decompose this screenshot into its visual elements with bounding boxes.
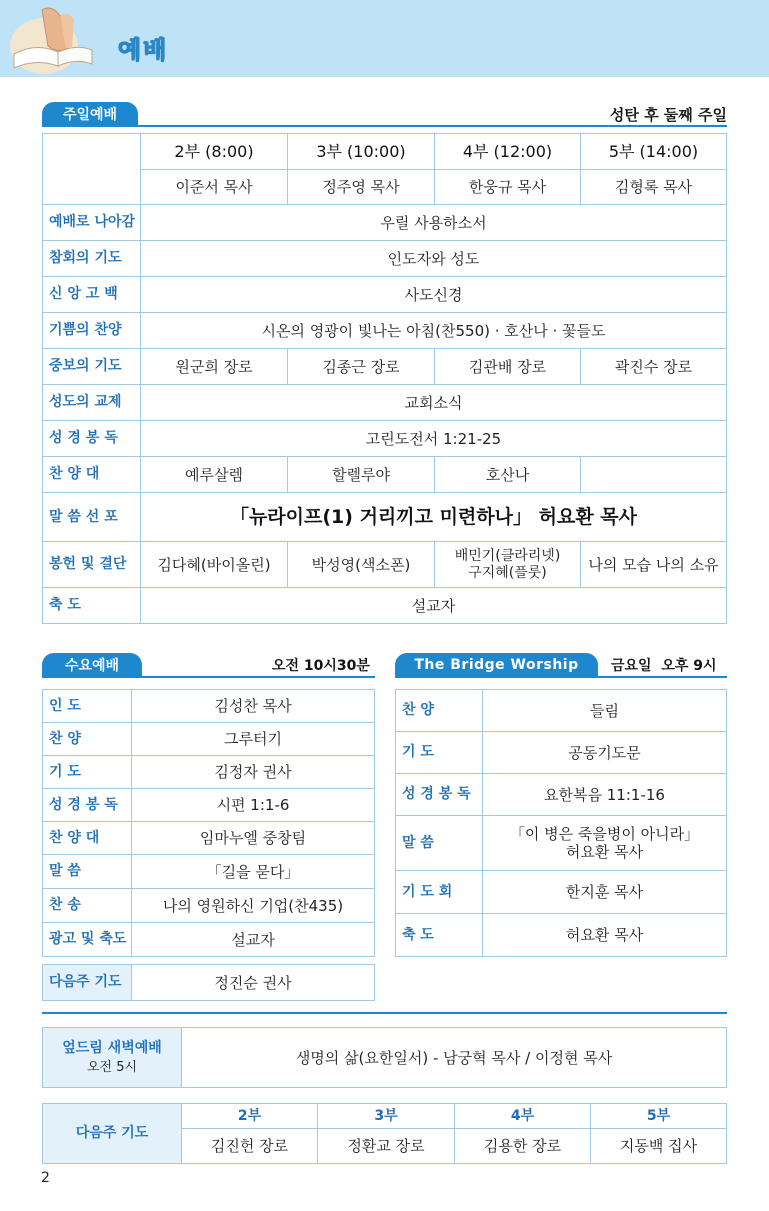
- wed-next-prayer-label: 다음주 기도: [43, 965, 132, 1001]
- bridge-label-3: 말 씀: [396, 816, 483, 871]
- offering-3: 박성영(색소폰): [288, 542, 435, 588]
- bridge-label-1: 기 도: [396, 732, 483, 774]
- wed-label-5: 말 씀: [43, 855, 132, 889]
- wednesday-next-prayer: [42, 964, 375, 1001]
- bridge-label-0: 찬 양: [396, 690, 483, 732]
- wed-value-6: 나의 영원하신 기업(찬435): [132, 889, 375, 923]
- wednesday-table: [42, 689, 375, 957]
- intercession-3: 김종근 장로: [288, 349, 435, 385]
- bridge-label-5: 축 도: [396, 914, 483, 957]
- bridge-value-3: [483, 816, 727, 871]
- service-time-4: 4부 (12:00): [435, 134, 581, 170]
- wed-label-3: 성 경 봉 독: [43, 789, 132, 822]
- service-pastor-5: 김형록 목사: [581, 170, 727, 205]
- bridge-label-2: 성 경 봉 독: [396, 774, 483, 816]
- bridge-time: 금요일 오후 9시: [611, 658, 717, 674]
- next-week-part-3: 3부: [318, 1104, 455, 1129]
- dawn-time: 오전 5시: [86, 1059, 138, 1075]
- sunday-worship-tab: 주일예배: [42, 102, 138, 126]
- wed-value-1: 그루터기: [132, 723, 375, 756]
- wed-value-2: 김정자 권사: [132, 756, 375, 789]
- row-label-intercession: 중보의 기도: [43, 349, 141, 385]
- bridge-sermon-preacher: 허요환 목사: [565, 843, 644, 861]
- service-pastor-2: 이준서 목사: [141, 170, 288, 205]
- row-label-creed: 신 앙 고 백: [43, 277, 141, 313]
- row-value-fellowship: 교회소식: [141, 385, 727, 421]
- row-label-benediction: 축 도: [43, 588, 141, 624]
- wed-value-4: 임마누엘 중창팀: [132, 822, 375, 855]
- row-value-sermon: 「뉴라이프(1) 거리끼고 미련하나」 허요환 목사: [141, 493, 727, 542]
- wed-label-0: 인 도: [43, 690, 132, 723]
- wed-value-7: 설교자: [132, 923, 375, 957]
- next-week-name-2: 김진헌 장로: [182, 1129, 318, 1164]
- bridge-value-5: 허요환 목사: [483, 914, 727, 957]
- intercession-4: 김관배 장로: [435, 349, 581, 385]
- next-week-part-5: 5부: [591, 1104, 727, 1129]
- page-title: 예배: [118, 36, 169, 64]
- row-value-reading: 고린도전서 1:21-25: [141, 421, 727, 457]
- service-time-3: 3부 (10:00): [288, 134, 435, 170]
- sunday-table: [42, 133, 727, 624]
- offering-4: [435, 542, 581, 588]
- next-week-prayer-table: [42, 1103, 727, 1164]
- row-value-benediction: 설교자: [141, 588, 727, 624]
- wednesday-time: 오전 10시30분: [272, 658, 370, 674]
- next-week-name-5: 지동백 집사: [591, 1129, 727, 1164]
- choir-5: [581, 457, 727, 493]
- next-week-part-4: 4부: [455, 1104, 591, 1129]
- sunday-subtitle: 성탄 후 둘째 주일: [609, 106, 727, 124]
- row-value-entrance: 우릴 사용하소서: [141, 205, 727, 241]
- choir-3: 할렐루야: [288, 457, 435, 493]
- praying-hands-bible-icon: [6, 2, 102, 76]
- row-value-creed: 사도신경: [141, 277, 727, 313]
- wed-label-6: 찬 송: [43, 889, 132, 923]
- wed-label-2: 기 도: [43, 756, 132, 789]
- next-week-name-3: 정환교 장로: [318, 1129, 455, 1164]
- row-label-repentance: 참회의 기도: [43, 241, 141, 277]
- sunday-corner-cell: [43, 134, 141, 205]
- row-value-praise: 시온의 영광이 빛나는 아침(찬550) · 호산나 · 꽃들도: [141, 313, 727, 349]
- offering-5: 나의 모습 나의 소유: [581, 542, 727, 588]
- row-label-fellowship: 성도의 교제: [43, 385, 141, 421]
- bridge-section-rule: [395, 676, 727, 678]
- sunday-section-rule: [42, 125, 727, 127]
- bridge-table: [395, 689, 727, 957]
- wed-label-4: 찬 양 대: [43, 822, 132, 855]
- page-header-banner: [0, 0, 769, 77]
- dawn-label-cell: [43, 1028, 182, 1088]
- service-time-2: 2부 (8:00): [141, 134, 288, 170]
- service-pastor-4: 한웅규 목사: [435, 170, 581, 205]
- bridge-value-0: 들림: [483, 690, 727, 732]
- wed-value-3: 시편 1:1-6: [132, 789, 375, 822]
- row-label-choir: 찬 양 대: [43, 457, 141, 493]
- bridge-value-1: 공동기도문: [483, 732, 727, 774]
- row-label-offering: 봉헌 및 결단: [43, 542, 141, 588]
- wed-label-1: 찬 양: [43, 723, 132, 756]
- bridge-value-4: 한지훈 목사: [483, 871, 727, 914]
- intercession-5: 곽진수 장로: [581, 349, 727, 385]
- service-time-5: 5부 (14:00): [581, 134, 727, 170]
- service-pastor-3: 정주영 목사: [288, 170, 435, 205]
- offering-4-line2: 구지혜(플룻): [468, 564, 547, 581]
- section-divider: [42, 1012, 727, 1014]
- next-week-label: 다음주 기도: [43, 1104, 182, 1164]
- dawn-label: 엎드림 새벽예배: [62, 1039, 162, 1056]
- bridge-sermon-title: 「이 병은 죽을병이 아니라」: [509, 825, 700, 843]
- wed-label-7: 광고 및 축도: [43, 923, 132, 957]
- wed-next-prayer-value: 정진순 권사: [132, 965, 375, 1001]
- row-label-sermon: 말 씀 선 포: [43, 493, 141, 542]
- wed-value-5: 「길을 묻다」: [132, 855, 375, 889]
- bridge-worship-tab: The Bridge Worship: [395, 653, 598, 677]
- wednesday-section-rule: [42, 676, 375, 678]
- bridge-value-2: 요한복음 11:1-16: [483, 774, 727, 816]
- row-label-reading: 성 경 봉 독: [43, 421, 141, 457]
- intercession-2: 원군희 장로: [141, 349, 288, 385]
- offering-2: 김다혜(바이올린): [141, 542, 288, 588]
- offering-4-line1: 배민기(클라리넷): [454, 547, 561, 564]
- row-value-repentance: 인도자와 성도: [141, 241, 727, 277]
- choir-2: 예루살렘: [141, 457, 288, 493]
- bridge-label-4: 기 도 회: [396, 871, 483, 914]
- wed-value-0: 김성찬 목사: [132, 690, 375, 723]
- next-week-part-2: 2부: [182, 1104, 318, 1129]
- next-week-name-4: 김용한 장로: [455, 1129, 591, 1164]
- wednesday-worship-tab: 수요예배: [42, 653, 142, 677]
- dawn-worship-table: [42, 1027, 727, 1088]
- page-number: 2: [41, 1170, 50, 1186]
- choir-4: 호산나: [435, 457, 581, 493]
- dawn-value: 생명의 삶(요한일서) - 남궁혁 목사 / 이정현 목사: [182, 1028, 727, 1088]
- row-label-entrance: 예배로 나아감: [43, 205, 141, 241]
- row-label-praise: 기쁨의 찬양: [43, 313, 141, 349]
